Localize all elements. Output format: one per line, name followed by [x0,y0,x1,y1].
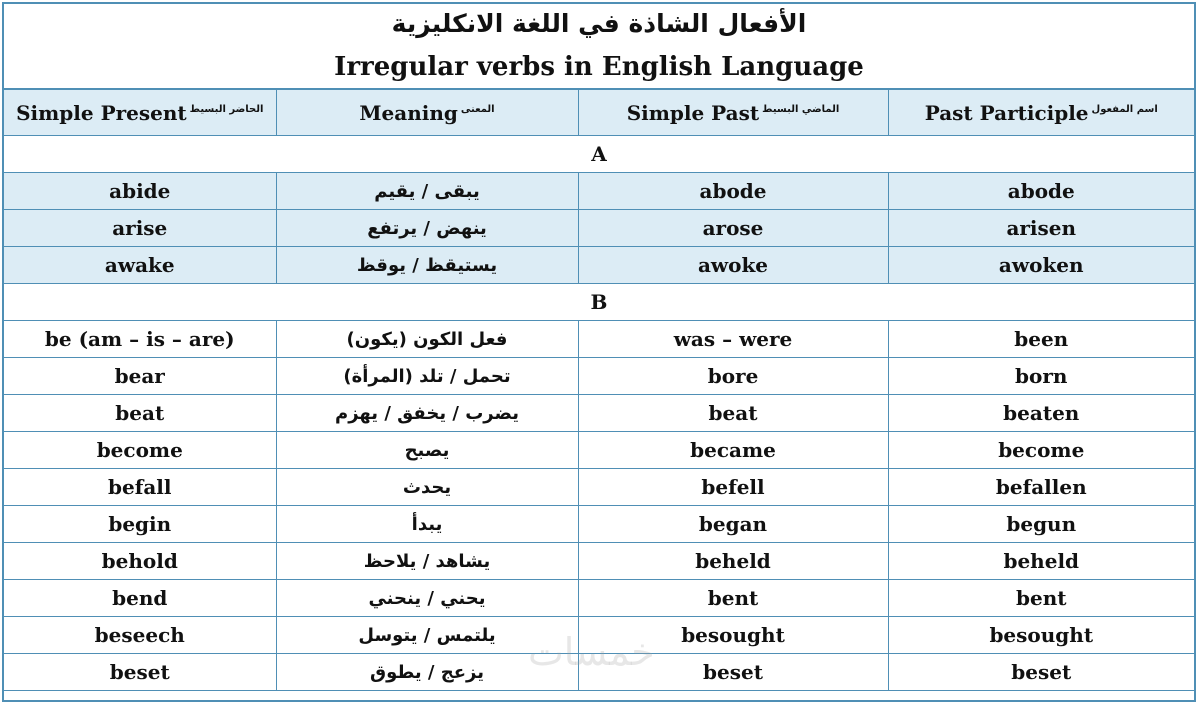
cell-simple-past: beat [578,395,888,432]
verb-row [4,321,1194,358]
watermark: خمسات [528,630,655,674]
cell-past-participle: born [888,358,1194,395]
verb-row [4,358,1194,395]
cell-simple-past: arose [578,210,888,247]
cell-past-participle: been [888,321,1194,358]
cell-past-participle: beaten [888,395,1194,432]
cell-simple-present: awake [4,247,276,284]
title-arabic: الأفعال الشاذة في اللغة الانكليزية [391,9,807,38]
cell-meaning: يبقى / يقيم [276,173,578,210]
cell-simple-present: begin [4,506,276,543]
cell-meaning: يحدث [276,469,578,506]
cell-past-participle: beheld [888,543,1194,580]
cell-simple-past: became [578,432,888,469]
cell-meaning: يبدأ [276,506,578,543]
section-letter: B [4,284,1194,321]
cell-simple-present: bend [4,580,276,617]
cell-past-participle: besought [888,617,1194,654]
cell-simple-past: beset [578,654,888,691]
cell-past-participle: abode [888,173,1194,210]
verb-row [4,395,1194,432]
cell-past-participle: bent [888,580,1194,617]
cell-meaning: يحني / ينحني [276,580,578,617]
cell-meaning: فعل الكون (يكون) [276,321,578,358]
header-simple-present: Simple Present $^{الحاضر البسيط}$ [4,90,276,136]
cell-simple-present: beat [4,395,276,432]
cell-past-participle: befallen [888,469,1194,506]
cell-simple-present: beseech [4,617,276,654]
cell-simple-past: beheld [578,543,888,580]
cell-simple-past: bore [578,358,888,395]
cell-simple-past: befell [578,469,888,506]
cell-past-participle: become [888,432,1194,469]
cell-simple-past: besought [578,617,888,654]
verbs-sheet [2,2,1196,702]
cell-simple-past: abode [578,173,888,210]
cell-simple-present: behold [4,543,276,580]
verb-row [4,617,1194,654]
verb-row [4,506,1194,543]
header-simple-past: Simple Past $^{الماضي البسيط}$ [578,90,888,136]
verb-row [4,543,1194,580]
cell-simple-present: bear [4,358,276,395]
verb-row [4,469,1194,506]
cell-simple-present: be (am – is – are) [4,321,276,358]
header-meaning: Meaning $^{المعنى}$ [276,90,578,136]
cell-simple-present: arise [4,210,276,247]
cell-meaning: يزعج / يطوق [276,654,578,691]
cell-meaning: يصبح [276,432,578,469]
cell-simple-past: awoke [578,247,888,284]
cell-meaning: ينهض / يرتفع [276,210,578,247]
verb-row [4,432,1194,469]
verb-row [4,210,1194,247]
section-letter-row [4,284,1194,321]
cell-simple-past: was – were [578,321,888,358]
cell-meaning: يلتمس / يتوسل [276,617,578,654]
verb-row [4,247,1194,284]
verb-row [4,580,1194,617]
title-english: Irregular verbs in English Language [334,52,864,82]
cell-simple-present: beset [4,654,276,691]
cell-meaning: يشاهد / يلاحظ [276,543,578,580]
cell-meaning: تحمل / تلد (المرأة) [276,358,578,395]
cell-meaning: يضرب / يخفق / يهزم [276,395,578,432]
header-row [4,90,1194,136]
cell-simple-past: bent [578,580,888,617]
verb-row [4,654,1194,691]
section-letter: A [4,136,1194,173]
cell-past-participle: arisen [888,210,1194,247]
cell-meaning: يستيقظ / يوقظ [276,247,578,284]
cell-simple-present: abide [4,173,276,210]
cell-past-participle: beset [888,654,1194,691]
section-letter-row [4,136,1194,173]
verbs-table [4,90,1194,691]
cell-past-participle: awoken [888,247,1194,284]
title-block [4,4,1194,90]
cell-simple-present: befall [4,469,276,506]
cell-past-participle: begun [888,506,1194,543]
cell-simple-present: become [4,432,276,469]
verb-row [4,173,1194,210]
cell-simple-past: began [578,506,888,543]
header-past-participle: Past Participle $^{اسم المفعول}$ [888,90,1194,136]
